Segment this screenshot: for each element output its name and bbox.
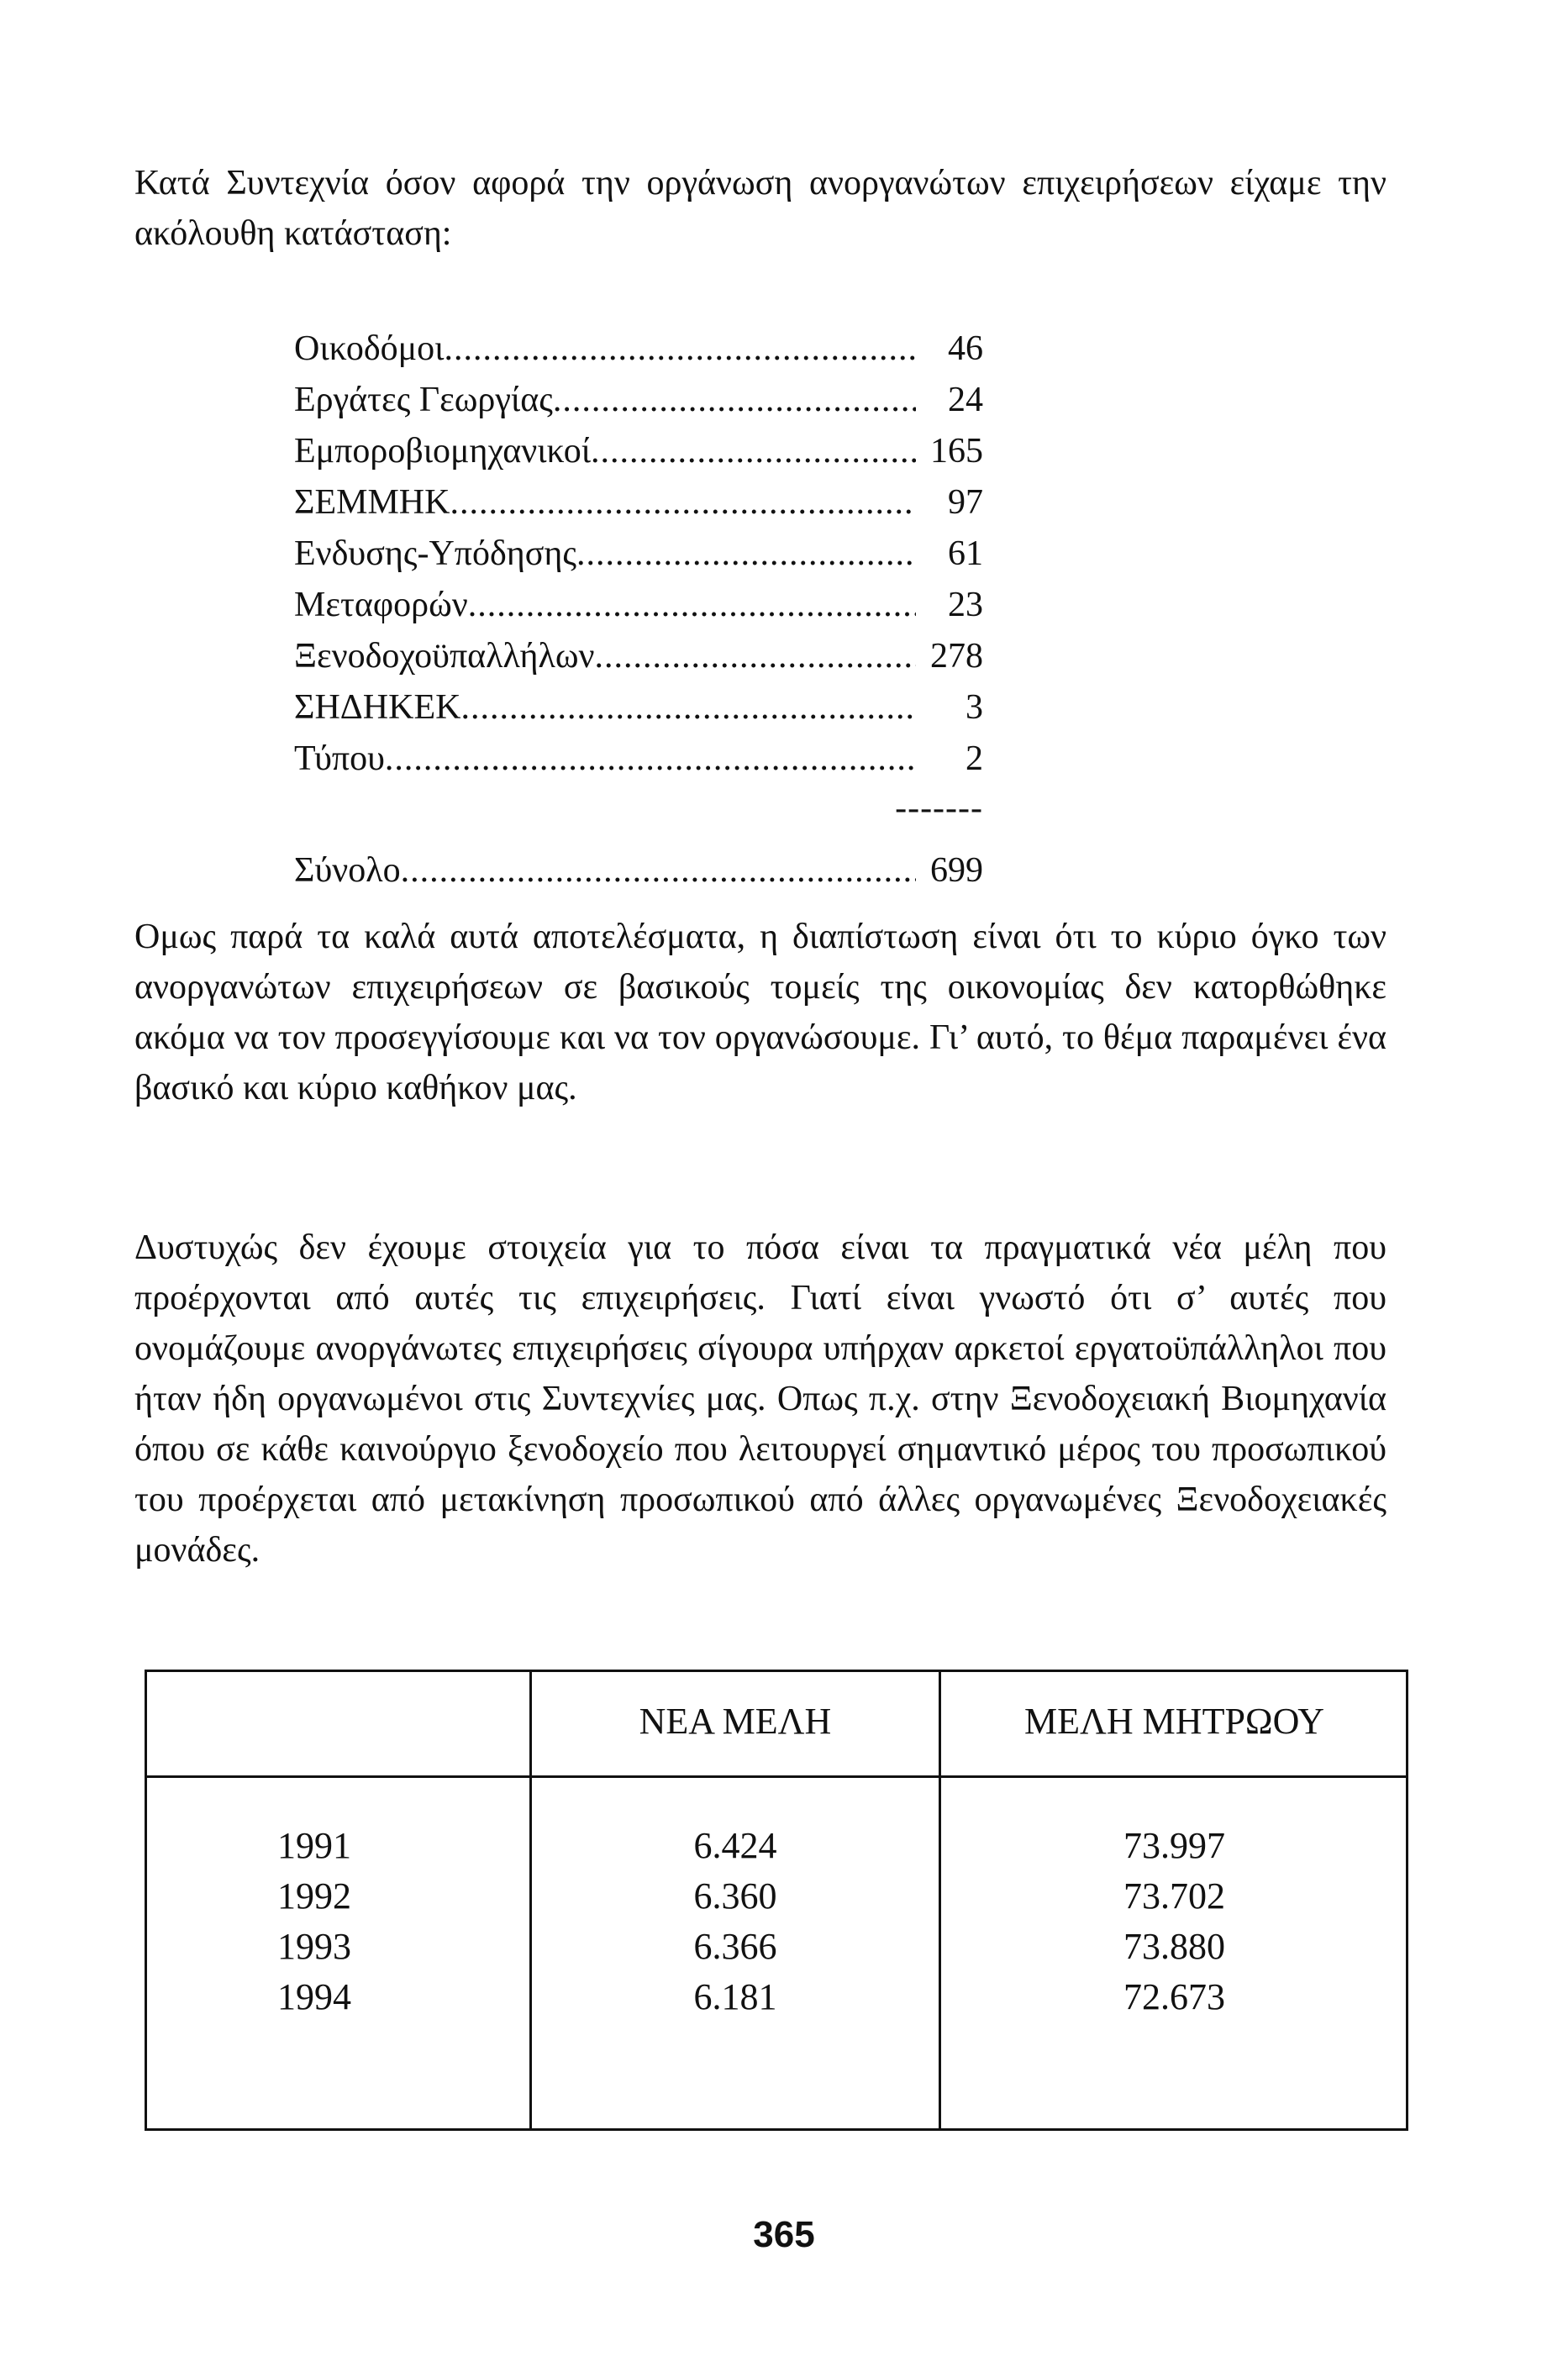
union-row <box>294 734 983 785</box>
union-list <box>294 323 983 897</box>
union-row <box>294 529 983 580</box>
leader-dots <box>591 426 916 477</box>
total-label: Σύνολο <box>294 851 401 890</box>
union-label: Ενδυσης-Υπόδησης <box>294 534 576 573</box>
leader-dots <box>450 477 916 529</box>
new-members-cell: 6.181 <box>693 1976 777 2017</box>
union-label: ΣΕΜΜΗΚ <box>294 483 450 522</box>
union-row <box>294 426 983 477</box>
registered-members-cell: 73.702 <box>1123 1875 1225 1917</box>
union-label: Τύπου <box>294 739 385 778</box>
leader-dots <box>553 375 916 426</box>
leader-dots <box>594 631 916 682</box>
union-row <box>294 477 983 529</box>
table-header-divider <box>147 1775 1406 1778</box>
new-members-cell: 6.424 <box>693 1825 777 1866</box>
new-members-cell: 6.360 <box>693 1875 777 1917</box>
union-value: 46 <box>948 329 983 368</box>
leader-dots <box>444 323 916 375</box>
year-cell: 1992 <box>277 1875 351 1917</box>
union-row <box>294 323 983 375</box>
union-row <box>294 580 983 631</box>
membership-table <box>145 1670 1408 2131</box>
header-cell-registered-members: ΜΕΛΗ ΜΗΤΡΩΟΥ <box>1024 1701 1324 1742</box>
union-row <box>294 682 983 734</box>
union-label: Ξενοδοχοϋπαλλήλων <box>294 637 595 676</box>
intro-paragraph: Κατά Συντεχνία όσον αφορά την οργάνωση ανοργανώτων επιχειρήσεων είχαμε την ακόλουθη κατάσταση: <box>134 164 1386 253</box>
union-value: 24 <box>948 381 983 419</box>
registered-members-cell: 73.997 <box>1123 1825 1225 1866</box>
leader-dots <box>385 734 916 785</box>
year-cell: 1994 <box>277 1976 351 2017</box>
year-cell: 1991 <box>277 1825 351 1866</box>
body-paragraph-1: Ομως παρά τα καλά αυτά αποτελέσματα, η διαπίστωση είναι ότι το κύριο όγκο των ανοργανώτων επιχειρήσεων σε βασικούς τομείς της οικονομίας δεν κατορθώθηκε ακόμα να τον προσεγγίσουμε και να τον οργανώσουμε. Γι’ αυτό, το θέμα παραμένει ένα βασικό και κύριο καθήκον μας. <box>134 918 1386 1107</box>
registered-members-cell: 73.880 <box>1123 1926 1225 1967</box>
union-label: ΣΗΔΗΚΕΚ <box>294 688 461 727</box>
year-cell: 1993 <box>277 1926 351 1967</box>
union-label: Οικοδόμοι <box>294 329 445 368</box>
leader-dots <box>576 529 916 580</box>
union-value: 97 <box>948 483 983 522</box>
total-value: 699 <box>930 851 983 890</box>
total-row <box>294 845 983 897</box>
header-cell-new-members: ΝΕΑ ΜΕΛΗ <box>639 1701 832 1742</box>
union-label: Μεταφορών <box>294 586 468 624</box>
union-value: 2 <box>966 739 983 778</box>
leader-dots <box>460 682 916 734</box>
union-label: Εμποροβιομηχανικοί <box>294 432 592 471</box>
registered-members-cell: 72.673 <box>1123 1976 1225 2017</box>
union-row <box>294 375 983 426</box>
union-value: 61 <box>948 534 983 573</box>
union-row <box>294 631 983 682</box>
sum-separator-row <box>294 785 983 837</box>
union-value: 165 <box>930 432 983 471</box>
union-label: Εργάτες Γεωργίας <box>294 381 553 419</box>
sum-separator: ------- <box>895 789 983 828</box>
union-value: 3 <box>966 688 983 727</box>
new-members-cell: 6.366 <box>693 1926 777 1967</box>
page-number: 365 <box>753 2214 815 2255</box>
leader-dots <box>468 580 916 631</box>
union-value: 23 <box>948 586 983 624</box>
leader-dots <box>401 845 916 897</box>
union-value: 278 <box>930 637 983 676</box>
body-paragraph-2: Δυστυχώς δεν έχουμε στοιχεία για το πόσα είναι τα πραγματικά νέα μέλη που προέρχονται από αυτές τις επιχειρήσεις. Γιατί είναι γνωστό ότι σ’ αυτές που ονομάζουμε ανοργάνωτες επιχειρήσεις σίγουρα υπήρχαν αρκετοί εργατοϋπάλληλοι που ήταν ήδη οργανωμένοι στις Συντεχνίες μας. Οπως π.χ. στην Ξενοδοχειακή Βιομηχανία όπου σε κάθε καινούργιο ξενοδοχείο που λειτουργεί σημαντικό μέρος του προσωπικού του προέρχεται από μετακίνηση προσωπικού από άλλες οργανωμένες Ξενοδοχειακές μονάδες. <box>134 1228 1386 1570</box>
